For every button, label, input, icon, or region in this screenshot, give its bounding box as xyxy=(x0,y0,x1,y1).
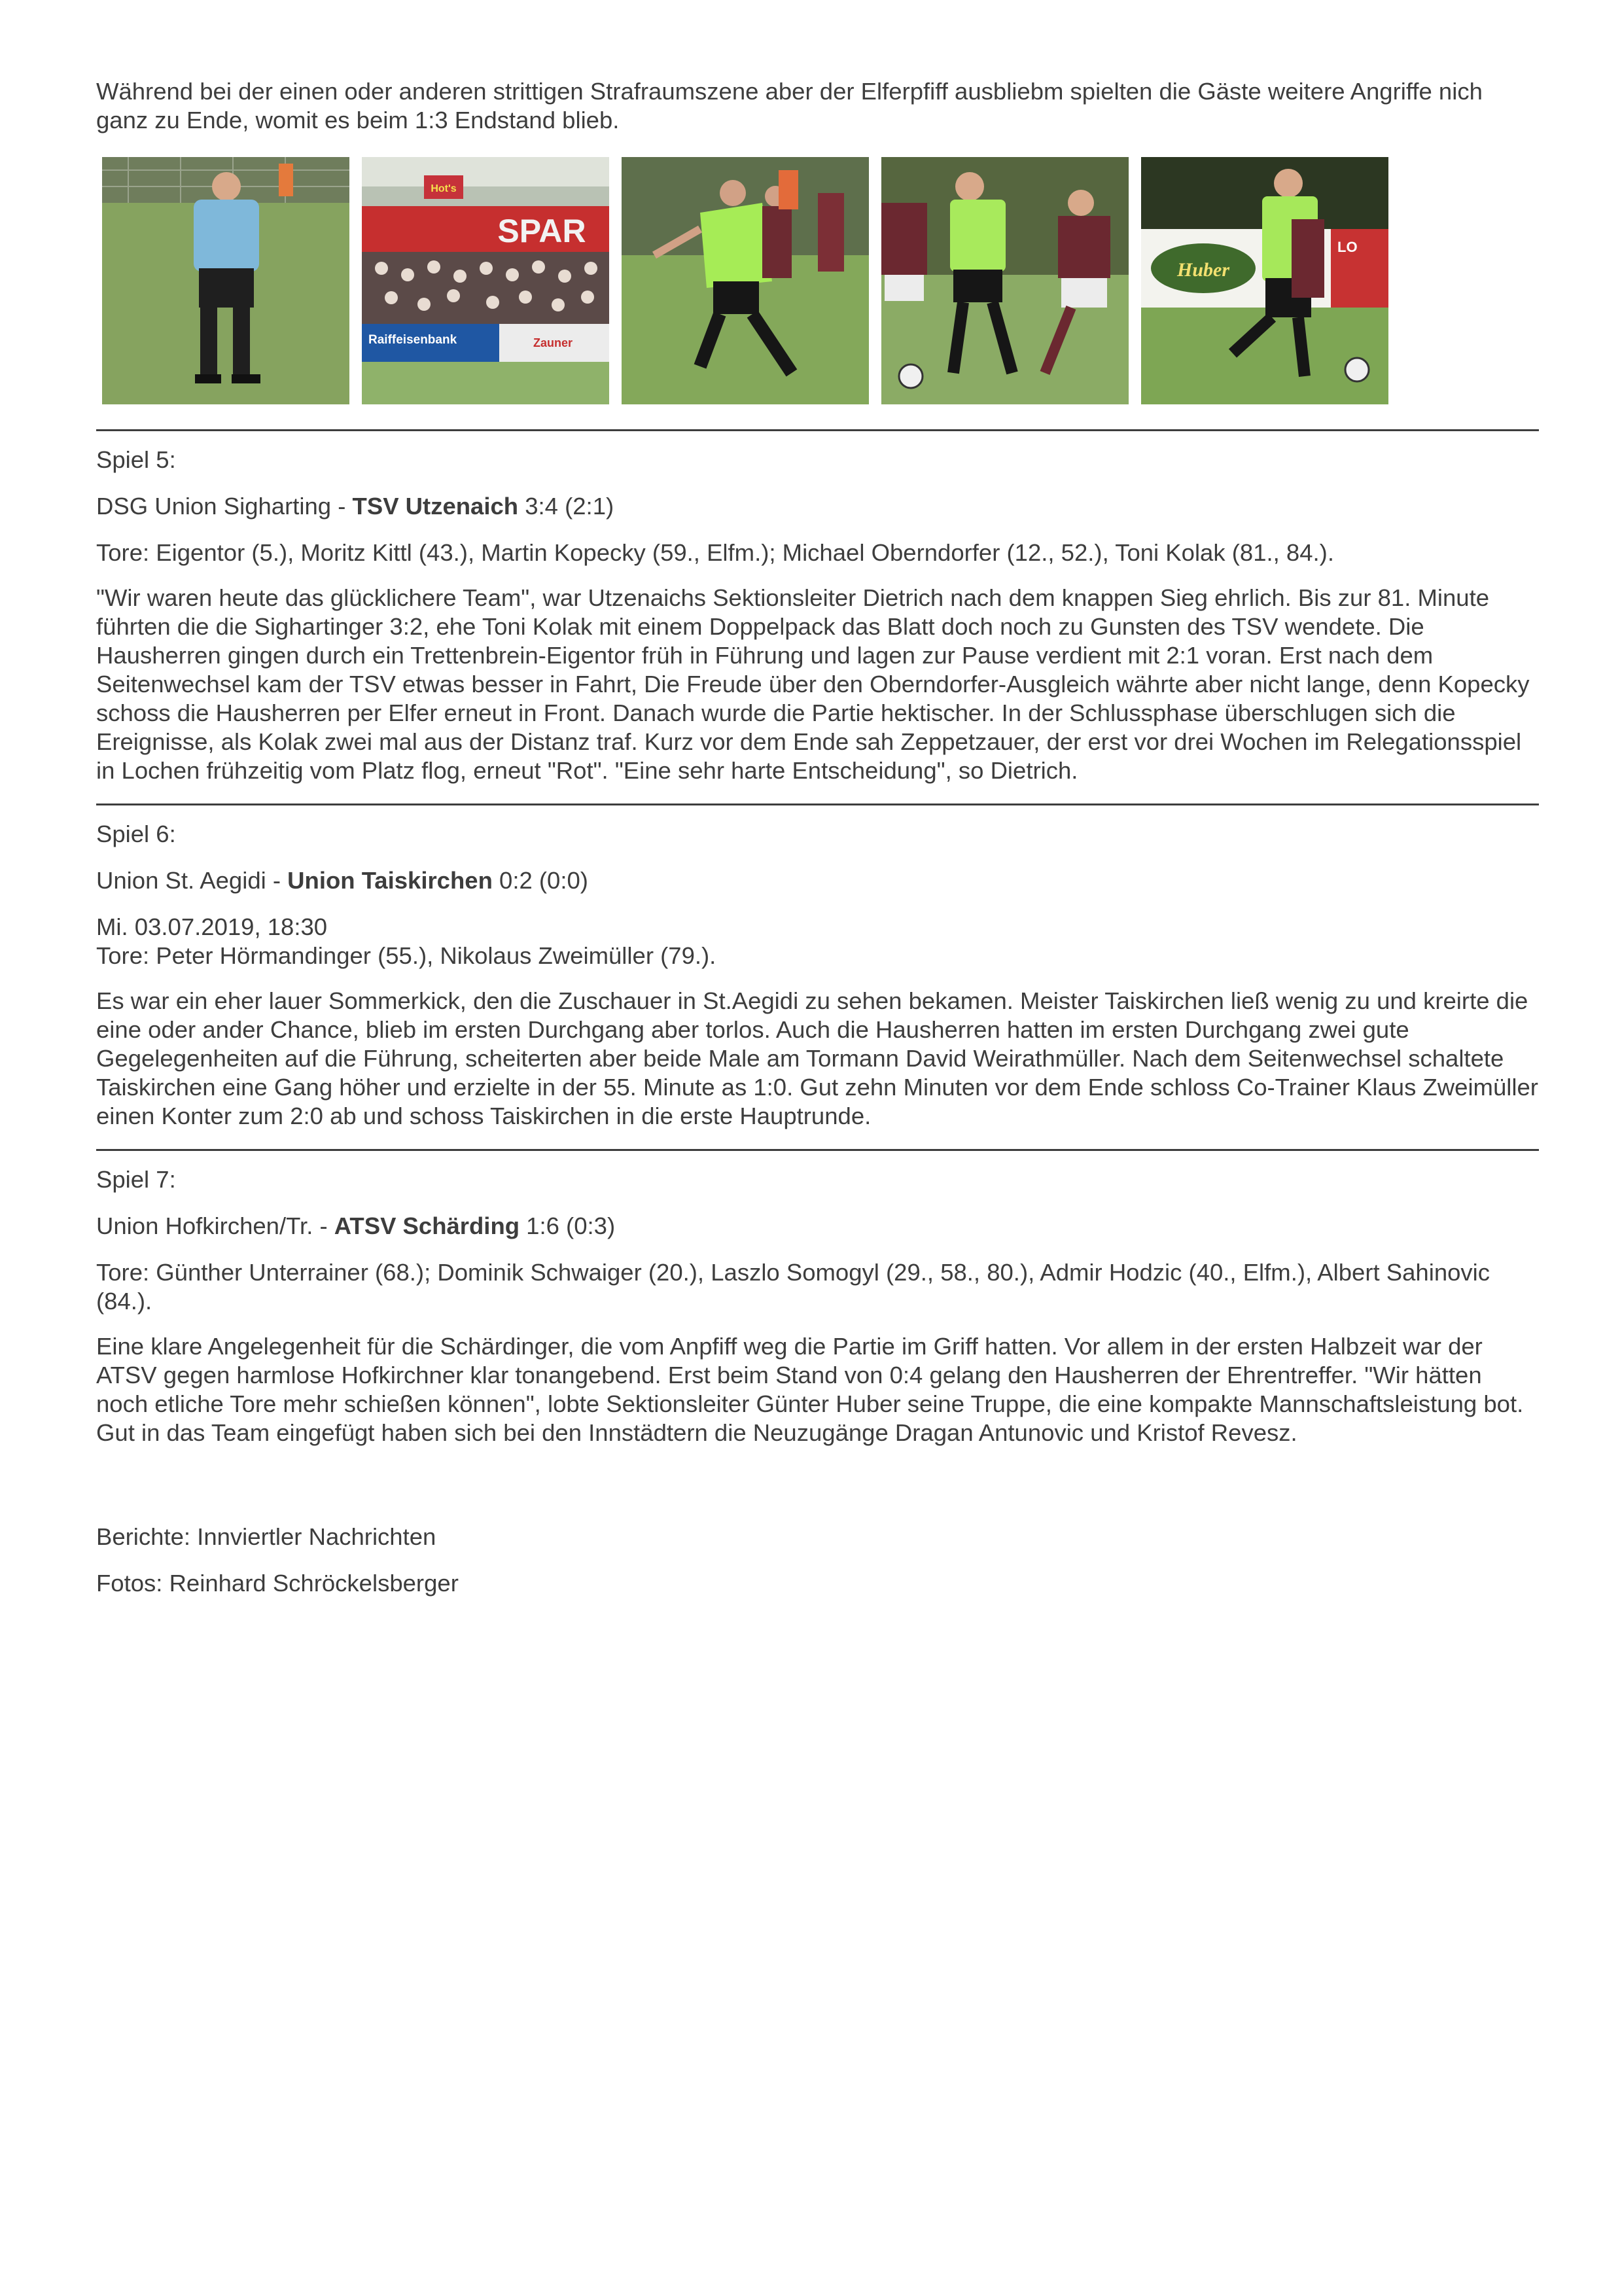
match-action-photo xyxy=(881,157,1129,404)
game-date: Mi. 03.07.2019, 18:30 xyxy=(96,913,328,940)
gallery-photo-spectators[interactable] xyxy=(362,157,609,404)
article xyxy=(96,77,1539,1616)
game-label: Spiel 7: xyxy=(96,1166,176,1193)
game-title xyxy=(96,866,1539,895)
match-action-photo xyxy=(622,157,869,404)
photos-credit: Fotos: Reinhard Schröckelsberger xyxy=(96,1570,459,1597)
game-home-team: DSG Union Sigharting - xyxy=(96,493,353,520)
game-label: Spiel 6: xyxy=(96,821,176,847)
sign-lo: LO xyxy=(1337,239,1358,255)
game-winner-team: TSV Utzenaich xyxy=(352,493,519,520)
photo-gallery xyxy=(96,157,1539,404)
game-home-team: Union St. Aegidi - xyxy=(96,867,288,894)
gallery-photo-referee[interactable] xyxy=(102,157,349,404)
game-winner-team: ATSV Schärding xyxy=(334,1212,520,1239)
referee-photo xyxy=(102,157,349,404)
game-goals: Tore: Peter Hörmandinger (55.), Nikolaus Zweimüller (79.). xyxy=(96,942,716,969)
game-result: 1:6 (0:3) xyxy=(520,1212,616,1239)
spectators-photo xyxy=(362,157,609,404)
credits xyxy=(96,1523,1539,1598)
game-title xyxy=(96,1212,1539,1241)
match-action-photo xyxy=(1141,157,1388,404)
game-result: 3:4 (2:1) xyxy=(518,493,614,520)
game-section-6 xyxy=(96,805,1539,1131)
sign-spar: SPAR xyxy=(497,213,586,249)
sign-huber: Huber xyxy=(1176,259,1230,281)
game-goals: Tore: Günther Unterrainer (68.); Dominik Schwaiger (20.), Laszlo Somogyl (29., 58., 80.), Admir Hodzic (40., Elfm.), Albert Sahinovic (84.). xyxy=(96,1259,1490,1315)
reports-credit: Berichte: Innviertler Nachrichten xyxy=(96,1523,436,1550)
game-winner-team: Union Taiskirchen xyxy=(287,867,493,894)
game-label: Spiel 5: xyxy=(96,446,176,473)
game-title xyxy=(96,492,1539,521)
game-report: Es war ein eher lauer Sommerkick, den die Zuschauer in St.Aegidi zu sehen bekamen. Meister Taiskirchen ließ wenig zu und kreirte die eine oder ander Chance, blieb im ersten Durchgang aber torlos. Auch die Hausherren hatten im ersten Durchgang zwei gute Gegelegenheiten auf die Führung, scheiterten aber beide Male am Tormann David Weirathmüller. Nach dem Seitenwechsel schaltete Taiskirchen eine Gang höher und erzielte in der 55. Minute as 1:0. Gut zehn Minuten vor dem Ende schloss Co-Trainer Klaus Zweimüller einen Konter zum 2:0 ab und schoss Taiskirchen in die erste Hauptrunde. xyxy=(96,987,1538,1129)
game-goals: Tore: Eigentor (5.), Moritz Kittl (43.), Martin Kopecky (59., Elfm.); Michael Oberndorfer (12., 52.), Toni Kolak (81., 84.). xyxy=(96,539,1334,566)
sign-hots: Hot's xyxy=(431,183,457,194)
gallery-photo-action-3[interactable] xyxy=(1141,157,1388,404)
sign-zauner: Zauner xyxy=(533,336,573,349)
game-date-goals xyxy=(96,913,1539,970)
sign-raiffeisenbank: Raiffeisenbank xyxy=(368,333,457,347)
game-home-team: Union Hofkirchen/Tr. - xyxy=(96,1212,334,1239)
game-report: Eine klare Angelegenheit für die Schärdinger, die vom Anpfiff weg die Partie im Griff hatten. Vor allem in der ersten Halbzeit war der ATSV gegen harmlose Hofkirchner klar tonangebend. Erst beim Stand von 0:4 gelang den Hausherren der Ehrentreffer. "Wir hätten noch etliche Tore mehr schießen können", lobte Sektionsleiter Günter Huber seine Truppe, die eine kompakte Mannschaftsleistung bot. Gut in das Team eingefügt haben sich bei den Innstädtern die Neuzugänge Dragan Antunovic und Kristof Revesz. xyxy=(96,1333,1524,1446)
game-section-5 xyxy=(96,431,1539,785)
gallery-photo-action-1[interactable] xyxy=(622,157,869,404)
gallery-photo-action-2[interactable] xyxy=(881,157,1129,404)
game-report: "Wir waren heute das glücklichere Team", war Utzenaichs Sektionsleiter Dietrich nach dem knappen Sieg ehrlich. Bis zur 81. Minute führten die die Sighartinger 3:2, ehe Toni Kolak mit einem Doppelpack das Blatt doch noch zu Gunsten des TSV wendete. Die Hausherren gingen durch ein Trettenbrein-Eigentor früh in Führung und lagen zur Pause verdient mit 2:1 voran. Erst nach dem Seitenwechsel kam der TSV etwas besser in Fahrt, Die Freude über den Oberndorfer-Ausgleich währte aber nicht lange, denn Kopecky schoss die Hausherren per Elfer erneut in Front. Danach wurde die Partie hektischer. In der Schlussphase überschlugen sich die Ereignisse, als Kolak zwei mal aus der Distanz traf. Kurz vor dem Ende sah Zeppetzauer, der erst vor drei Wochen im Relegationsspiel in Lochen frühzeitig vom Platz flog, erneut "Rot". "Eine sehr harte Entscheidung", so Dietrich. xyxy=(96,584,1530,784)
intro-paragraph: Während bei der einen oder anderen strittigen Strafraumszene aber der Elferpfiff ausbliebm spielten die Gäste weitere Angriffe nich ganz zu Ende, womit es beim 1:3 Endstand blieb. xyxy=(96,78,1483,133)
game-section-7 xyxy=(96,1151,1539,1447)
game-result: 0:2 (0:0) xyxy=(492,867,588,894)
